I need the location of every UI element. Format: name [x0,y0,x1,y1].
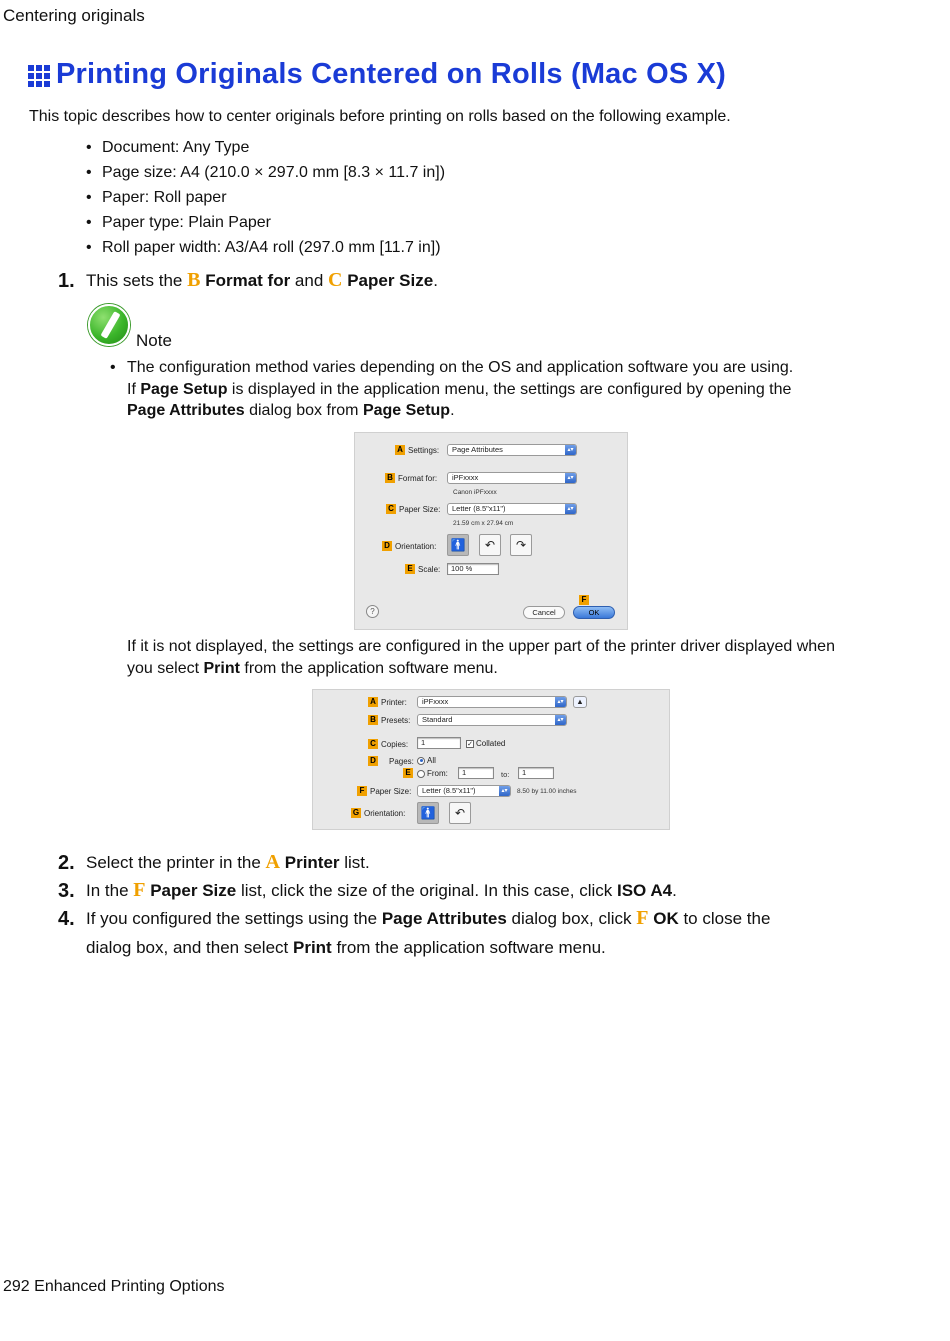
step-3: 3. In the F Paper Size list, click the size of the original. In this case, click ISO A4. [58,879,677,902]
running-header: Centering originals [3,6,145,25]
chevron-updown-icon: ▴▾ [565,445,576,455]
callout-c: C [328,269,343,291]
print-dialog: A Printer: iPFxxxx ▴▾ ▲ B Presets: Standard ▴▾ C Copies: 1 ✓ Collated D Pages: All E From: 1 to: 1 F Paper Size: Letter (8.5"x11") ▴▾ 8.50 by 11.00 inches G Orientation: 🚹 ↶ [312,689,670,830]
title-row [28,58,726,91]
copies-input[interactable]: 1 [417,737,461,749]
pages-all-radio[interactable]: All [417,756,436,765]
paper-size-select[interactable]: Letter (8.5"x11") ▴▾ [417,785,511,797]
page-attributes-dialog: A Settings: Page Attributes ▴▾ B Format for: iPFxxxx ▴▾ Canon iPFxxxx C Paper Size: Letter (8.5"x11") ▴▾ 21.59 cm x 27.94 cm D Orientation: 🚹 ↶ ↷ E Scale: 100 % ? Cancel F OK [354,432,628,630]
scale-input[interactable]: 100 % [447,563,499,575]
callout-a: A [265,851,280,873]
callout-b: B [187,269,201,291]
portrait-orientation-icon[interactable]: 🚹 [417,802,439,824]
note-label: Note [136,331,172,350]
paragraph: If it is not displayed, the settings are configured in the upper part of the printer driver displayed when you select Print from the application software menu. [127,638,835,677]
chevron-updown-icon: ▴▾ [565,504,576,514]
list-item: • Roll paper width: A3/A4 roll (297.0 mm [11.7 in]) [86,238,445,263]
presets-select[interactable]: Standard ▴▾ [417,714,567,726]
landscape-right-icon[interactable]: ↷ [510,534,532,556]
step-1 [58,270,438,295]
printer-select[interactable]: iPFxxxx ▴▾ [417,696,567,708]
note-text: • The configuration method varies depending on the OS and application software you are using. If Page Setup is displayed in the application menu, the settings are configured by opening the Page Attributes dialog box from Page Setup. [110,359,794,419]
list-item: • Page size: A4 (210.0 × 297.0 mm [8.3 × 11.7 in]) [86,163,445,188]
chevron-updown-icon: ▴▾ [565,473,576,483]
landscape-orientation-icon[interactable]: ↶ [449,802,471,824]
step-4: 4. If you configured the settings using the Page Attributes dialog box, click F OK to close the [58,907,771,930]
list-item: • Paper: Roll paper [86,188,445,213]
page-title: Printing Originals Centered on Rolls (Mac OS X) [56,58,727,90]
chevron-updown-icon: ▴▾ [555,697,566,707]
step-4-continued: dialog box, and then select Print from the application software menu. [86,938,606,957]
grid-icon [28,65,50,87]
landscape-left-icon[interactable]: ↶ [479,534,501,556]
note-pencil-icon [88,304,130,346]
chevron-updown-icon: ▴▾ [499,786,510,796]
paper-size-select[interactable]: Letter (8.5"x11") ▴▾ [447,503,577,515]
example-list [86,138,445,263]
ok-button[interactable]: OK [573,606,615,619]
steps-list [58,852,858,961]
step-2: 2. Select the printer in the A Printer list. [58,851,370,874]
callout-f: F [636,907,649,929]
pages-from-radio[interactable]: From: [417,769,448,778]
step-text: This sets the B Format for and C Paper Size. [86,269,438,291]
help-icon[interactable]: ? [366,605,379,618]
chevron-updown-icon: ▴▾ [555,715,566,725]
collated-checkbox[interactable]: ✓ Collated [467,739,506,748]
format-for-select[interactable]: iPFxxxx ▴▾ [447,472,577,484]
checkmark-icon: ✓ [467,740,473,748]
intro-text: This topic describes how to center originals before printing on rolls based on the following example. [29,108,731,125]
cancel-button[interactable]: Cancel [523,606,565,619]
callout-f: F [579,595,589,605]
disclosure-triangle-icon[interactable]: ▲ [573,696,587,708]
settings-select[interactable]: Page Attributes ▴▾ [447,444,577,456]
portrait-orientation-icon[interactable]: 🚹 [447,534,469,556]
page-footer: 292 Enhanced Printing Options [3,1278,225,1295]
list-item: • Document: Any Type [86,138,445,163]
callout-f: F [133,879,146,901]
list-item: • Paper type: Plain Paper [86,213,445,238]
to-input[interactable]: 1 [518,767,554,779]
step-number: 1. [58,270,75,292]
from-input[interactable]: 1 [458,767,494,779]
